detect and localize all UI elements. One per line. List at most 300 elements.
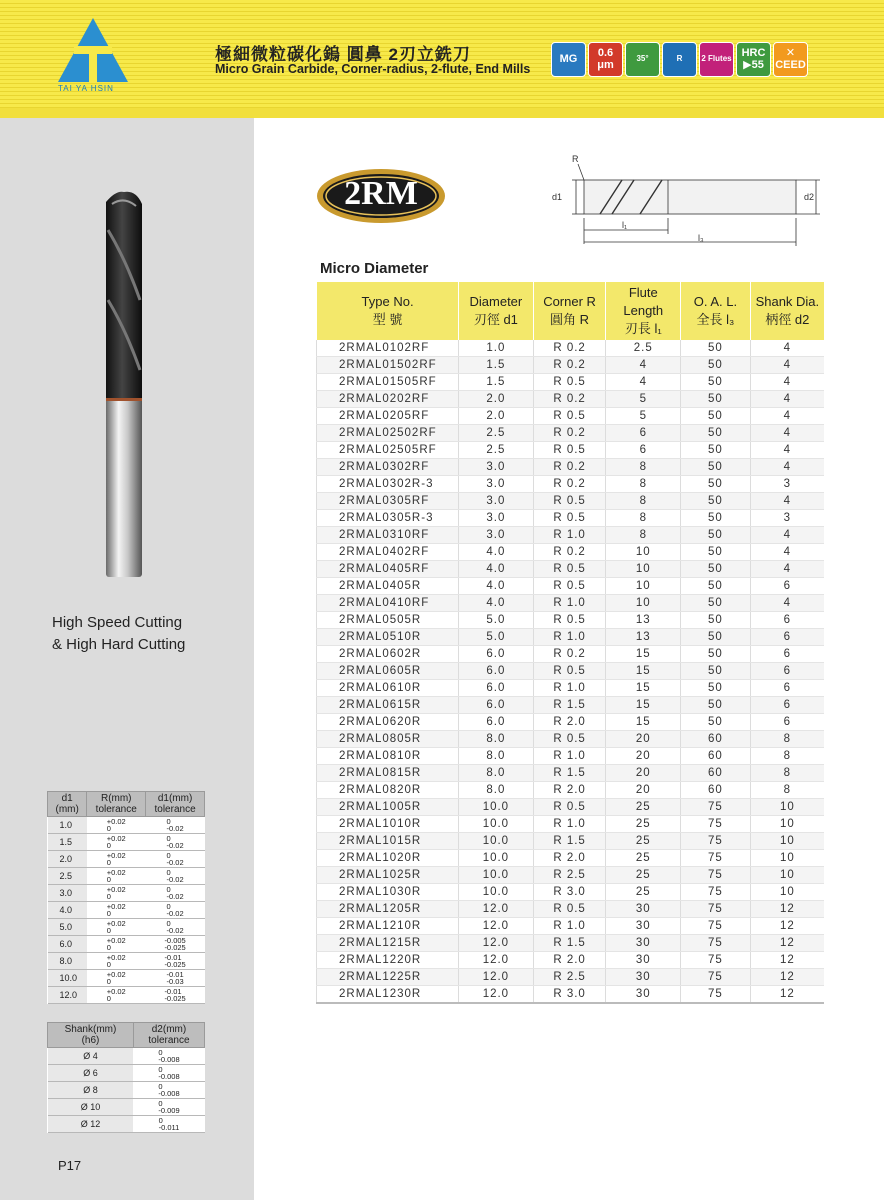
tolerance-r-value <box>107 886 126 900</box>
column-header-en: Type No. <box>361 294 414 309</box>
table-cell: 6.0 <box>459 697 534 714</box>
column-header-en: Corner R <box>543 294 596 309</box>
tolerance-d-value <box>167 920 184 934</box>
table-cell: 5 <box>606 391 681 408</box>
tolerance-r <box>87 970 146 987</box>
tolerance-r <box>87 936 146 953</box>
table-cell: 30 <box>606 952 681 969</box>
tolerance-d-upper: 0 <box>166 850 171 860</box>
tolerance-d1: 1.5 <box>48 834 87 851</box>
shank-tolerance-value <box>158 1083 179 1097</box>
table-row <box>317 765 825 782</box>
table-cell: 2RMAL0805R <box>317 731 459 748</box>
table-cell: 8 <box>606 459 681 476</box>
column-header-zh: 刃長 l₁ <box>624 321 662 336</box>
tolerance-r-upper: +0.02 <box>106 986 126 996</box>
table-cell: 15 <box>606 697 681 714</box>
table-cell: 13 <box>606 629 681 646</box>
table-cell: 2RMAL1010R <box>317 816 459 833</box>
table-cell: 25 <box>606 816 681 833</box>
table-cell: 6.0 <box>459 663 534 680</box>
table-cell: 8 <box>750 782 824 799</box>
table-cell: 8 <box>606 476 681 493</box>
table-cell: 2RMAL1025R <box>317 867 459 884</box>
table-cell: 4 <box>606 357 681 374</box>
tolerance-r-lower: 0 <box>106 908 111 918</box>
tolerance-header: d1(mm) tolerance <box>146 792 205 817</box>
table-cell: 6 <box>606 425 681 442</box>
tolerance-d-lower: -0.025 <box>164 993 186 1003</box>
table-cell: 2RMAL0510R <box>317 629 459 646</box>
shank-row <box>48 1065 205 1082</box>
table-cell: 3.0 <box>459 527 534 544</box>
table-cell: 2RMAL0610R <box>317 680 459 697</box>
table-cell: 2RMAL1230R <box>317 986 459 1004</box>
feature-badge <box>773 42 808 77</box>
tolerance-d-lower: -0.02 <box>166 823 184 833</box>
table-cell: 4 <box>750 595 824 612</box>
tolerance-row <box>48 970 205 987</box>
table-cell: 2RMAL0405RF <box>317 561 459 578</box>
table-cell: 12 <box>750 952 824 969</box>
tolerance-d-upper: 0 <box>166 816 171 826</box>
table-cell: R 0.5 <box>533 374 606 391</box>
tolerance-r-value <box>107 818 126 832</box>
tolerance-d <box>146 851 205 868</box>
table-cell: 10 <box>606 595 681 612</box>
table-cell: 2RMAL0620R <box>317 714 459 731</box>
tolerance-r-upper: +0.02 <box>106 884 126 894</box>
tolerance-r-value <box>107 852 126 866</box>
tolerance-d1: 12.0 <box>48 987 87 1004</box>
table-cell: 2RMAL01502RF <box>317 357 459 374</box>
table-cell: 4 <box>750 493 824 510</box>
table-cell: 2RMAL1210R <box>317 918 459 935</box>
table-row <box>317 986 825 1004</box>
shank-size: Ø 12 <box>48 1116 134 1133</box>
shank-header: d2(mm) tolerance <box>133 1023 204 1048</box>
specification-table <box>316 282 824 1004</box>
table-cell: 8.0 <box>459 731 534 748</box>
tolerance-row <box>48 851 205 868</box>
shank-tolerance-lower: -0.008 <box>158 1054 180 1064</box>
table-cell: 12 <box>750 918 824 935</box>
tolerance-r <box>87 851 146 868</box>
tolerance-d1: 2.0 <box>48 851 87 868</box>
table-row <box>317 748 825 765</box>
table-cell: 4 <box>606 374 681 391</box>
table-cell: 2.0 <box>459 408 534 425</box>
diagram-label-l1: l₁ <box>622 220 628 230</box>
column-header <box>533 282 606 340</box>
table-row <box>317 629 825 646</box>
tolerance-d-lower: -0.025 <box>164 942 186 952</box>
table-cell: 10 <box>750 850 824 867</box>
table-cell: R 0.2 <box>533 425 606 442</box>
table-cell: R 0.2 <box>533 391 606 408</box>
tolerance-r-value <box>107 988 126 1002</box>
table-cell: 12.0 <box>459 952 534 969</box>
tolerance-d1: 10.0 <box>48 970 87 987</box>
table-cell: 3 <box>750 510 824 527</box>
table-cell: 2RMAL1205R <box>317 901 459 918</box>
table-cell: R 2.0 <box>533 782 606 799</box>
table-cell: 3 <box>750 476 824 493</box>
table-cell: 30 <box>606 986 681 1004</box>
table-cell: 2RMAL1030R <box>317 884 459 901</box>
tolerance-d-value <box>164 954 185 968</box>
end-mill-photo <box>96 190 152 582</box>
column-header <box>317 282 459 340</box>
tolerance-row <box>48 902 205 919</box>
tolerance-d-value <box>167 869 184 883</box>
tolerance-d-upper: 0 <box>166 918 171 928</box>
table-cell: 75 <box>681 969 751 986</box>
table-cell: 6.0 <box>459 714 534 731</box>
tolerance-r-upper: +0.02 <box>106 833 126 843</box>
table-cell: R 0.2 <box>533 544 606 561</box>
table-row <box>317 340 825 357</box>
table-cell: 50 <box>681 680 751 697</box>
feature-badge <box>551 42 586 77</box>
table-cell: R 1.5 <box>533 765 606 782</box>
table-cell: 2RMAL1005R <box>317 799 459 816</box>
shank-tolerance-value <box>158 1049 179 1063</box>
table-cell: 60 <box>681 748 751 765</box>
tolerance-d1: 6.0 <box>48 936 87 953</box>
table-cell: 50 <box>681 374 751 391</box>
shank-size: Ø 10 <box>48 1099 134 1116</box>
tolerance-r-upper: +0.02 <box>106 850 126 860</box>
table-cell: R 0.2 <box>533 357 606 374</box>
column-header-en: O. A. L. <box>693 294 738 309</box>
table-cell: 15 <box>606 680 681 697</box>
feature-badge <box>625 42 660 77</box>
tolerance-r-value <box>107 903 126 917</box>
shank-size: Ø 4 <box>48 1048 134 1065</box>
column-header <box>606 282 681 340</box>
table-row <box>317 697 825 714</box>
table-cell: 10 <box>750 816 824 833</box>
table-row <box>317 935 825 952</box>
table-cell: 50 <box>681 340 751 357</box>
table-cell: 4.0 <box>459 561 534 578</box>
table-cell: 4 <box>750 527 824 544</box>
tolerance-r <box>87 987 146 1004</box>
table-cell: 2.5 <box>459 425 534 442</box>
table-cell: 2RMAL0305RF <box>317 493 459 510</box>
table-cell: R 2.0 <box>533 952 606 969</box>
tolerance-r-lower: 0 <box>106 840 111 850</box>
tolerance-r-upper: +0.02 <box>106 935 126 945</box>
table-cell: 50 <box>681 476 751 493</box>
table-cell: R 1.0 <box>533 816 606 833</box>
shank-tolerance-lower: -0.011 <box>158 1122 180 1132</box>
table-row <box>317 884 825 901</box>
table-cell: 10 <box>750 799 824 816</box>
table-row <box>317 527 825 544</box>
tolerance-row <box>48 987 205 1004</box>
tolerance-r-upper: +0.02 <box>106 918 126 928</box>
tolerance-row <box>48 953 205 970</box>
table-cell: 2RMAL0810R <box>317 748 459 765</box>
tolerance-d-lower: -0.025 <box>164 959 186 969</box>
table-cell: 2RMAL0205RF <box>317 408 459 425</box>
table-cell: 75 <box>681 901 751 918</box>
table-cell: 4 <box>750 425 824 442</box>
table-cell: 3.0 <box>459 476 534 493</box>
company-logo-icon <box>56 16 130 86</box>
tolerance-d <box>146 885 205 902</box>
shank-row <box>48 1099 205 1116</box>
tolerance-d-upper: 0 <box>166 901 171 911</box>
shank-tolerance <box>133 1082 204 1099</box>
shank-tolerance <box>133 1048 204 1065</box>
table-cell: 25 <box>606 850 681 867</box>
table-cell: R 0.5 <box>533 493 606 510</box>
table-cell: 5 <box>606 408 681 425</box>
column-header-zh: 型 號 <box>372 312 403 327</box>
table-cell: 50 <box>681 459 751 476</box>
tolerance-r-value <box>107 971 126 985</box>
badge-line-1: MG <box>559 52 578 65</box>
title-english: Micro Grain Carbide, Corner-radius, 2-flute, End Mills <box>215 62 531 76</box>
table-cell: 2RMAL0102RF <box>317 340 459 357</box>
table-cell: 75 <box>681 952 751 969</box>
tolerance-table <box>47 791 205 1004</box>
table-row <box>317 374 825 391</box>
badge-line-2: 35° <box>636 54 649 64</box>
table-cell: 8 <box>750 731 824 748</box>
tolerance-d-upper: -0.01 <box>164 952 182 962</box>
shank-row <box>48 1048 205 1065</box>
table-cell: 25 <box>606 867 681 884</box>
table-cell: R 0.2 <box>533 340 606 357</box>
tolerance-d-lower: -0.03 <box>166 976 184 986</box>
table-cell: 2RMAL0405R <box>317 578 459 595</box>
tolerance-d-upper: 0 <box>166 867 171 877</box>
tolerance-d-value <box>164 937 185 951</box>
shank-tolerance <box>133 1116 204 1133</box>
table-cell: 4.0 <box>459 578 534 595</box>
table-cell: 30 <box>606 901 681 918</box>
table-cell: 2RMAL0602R <box>317 646 459 663</box>
table-cell: 10.0 <box>459 850 534 867</box>
tolerance-d-value <box>167 818 184 832</box>
table-cell: 15 <box>606 663 681 680</box>
table-cell: 2RMAL02505RF <box>317 442 459 459</box>
tolerance-d <box>146 834 205 851</box>
tolerance-row <box>48 868 205 885</box>
column-header <box>750 282 824 340</box>
table-cell: 2RMAL0305R-3 <box>317 510 459 527</box>
tolerance-d-lower: -0.02 <box>166 840 184 850</box>
table-cell: 4.0 <box>459 544 534 561</box>
table-cell: R 0.2 <box>533 476 606 493</box>
table-row <box>317 680 825 697</box>
table-cell: R 2.5 <box>533 969 606 986</box>
tool-dimension-diagram <box>540 152 840 252</box>
table-cell: 10 <box>606 578 681 595</box>
header-band <box>0 108 884 118</box>
table-cell: 75 <box>681 867 751 884</box>
column-header-zh: 圓角 R <box>550 312 590 327</box>
tolerance-d-lower: -0.02 <box>166 925 184 935</box>
table-cell: R 0.5 <box>533 612 606 629</box>
table-cell: 12 <box>750 969 824 986</box>
shank-row <box>48 1082 205 1099</box>
table-cell: 8.0 <box>459 748 534 765</box>
tolerance-d-value <box>167 903 184 917</box>
table-cell: 2RMAL0310RF <box>317 527 459 544</box>
tolerance-r-lower: 0 <box>106 925 111 935</box>
tolerance-r-lower: 0 <box>106 976 111 986</box>
table-cell: 2RMAL0410RF <box>317 595 459 612</box>
feature-badge <box>662 42 697 77</box>
table-cell: 50 <box>681 697 751 714</box>
tolerance-row <box>48 834 205 851</box>
table-cell: 5.0 <box>459 612 534 629</box>
table-cell: R 2.0 <box>533 714 606 731</box>
table-cell: 4 <box>750 442 824 459</box>
badge-line-2: CEED <box>775 58 806 71</box>
table-cell: 6 <box>750 646 824 663</box>
shank-tolerance-upper: 0 <box>158 1064 163 1074</box>
table-row <box>317 782 825 799</box>
tolerance-d1: 8.0 <box>48 953 87 970</box>
table-cell: 6 <box>750 714 824 731</box>
table-cell: 50 <box>681 646 751 663</box>
table-cell: 50 <box>681 425 751 442</box>
diagram-label-l3: l₃ <box>698 233 704 243</box>
page-header <box>0 0 884 118</box>
table-cell: 30 <box>606 935 681 952</box>
table-cell: 2RMAL0505R <box>317 612 459 629</box>
table-cell: 75 <box>681 850 751 867</box>
table-cell: 2RMAL0302R-3 <box>317 476 459 493</box>
table-row <box>317 646 825 663</box>
table-cell: 2RMAL0820R <box>317 782 459 799</box>
table-row <box>317 561 825 578</box>
table-cell: 10 <box>606 544 681 561</box>
table-cell: 10 <box>606 561 681 578</box>
tolerance-r-lower: 0 <box>106 857 111 867</box>
table-cell: R 0.5 <box>533 578 606 595</box>
table-cell: 6.0 <box>459 646 534 663</box>
table-cell: 8.0 <box>459 782 534 799</box>
table-cell: 50 <box>681 527 751 544</box>
tagline-line-1: High Speed Cutting <box>52 614 183 631</box>
table-cell: R 1.0 <box>533 527 606 544</box>
table-cell: R 0.2 <box>533 459 606 476</box>
table-cell: 4 <box>750 544 824 561</box>
tolerance-d1: 5.0 <box>48 919 87 936</box>
table-cell: 6 <box>750 680 824 697</box>
table-cell: 3.0 <box>459 510 534 527</box>
table-cell: 4 <box>750 357 824 374</box>
table-row <box>317 544 825 561</box>
table-cell: 8 <box>606 527 681 544</box>
shank-tolerance-value <box>159 1117 180 1131</box>
table-cell: R 1.0 <box>533 629 606 646</box>
column-header <box>681 282 751 340</box>
table-cell: 2RMAL0815R <box>317 765 459 782</box>
shank-tolerance-upper: 0 <box>158 1047 163 1057</box>
tolerance-d-upper: -0.005 <box>164 935 186 945</box>
table-row <box>317 459 825 476</box>
shank-tolerance-table <box>47 1022 205 1133</box>
table-row <box>317 714 825 731</box>
table-cell: R 1.0 <box>533 680 606 697</box>
shank-tolerance-lower: -0.008 <box>158 1088 180 1098</box>
diagram-label-d1: d1 <box>552 192 563 202</box>
table-cell: R 1.5 <box>533 697 606 714</box>
tolerance-r <box>87 834 146 851</box>
table-row <box>317 901 825 918</box>
table-cell: 10.0 <box>459 799 534 816</box>
shank-tolerance-upper: 0 <box>158 1081 163 1091</box>
badge-line-1: 0.6 <box>597 46 614 59</box>
feature-badge <box>736 42 771 77</box>
table-cell: 30 <box>606 969 681 986</box>
tolerance-r <box>87 885 146 902</box>
tolerance-row <box>48 919 205 936</box>
table-cell: 30 <box>606 918 681 935</box>
brand-label: 2RM <box>344 175 418 212</box>
tolerance-d1: 1.0 <box>48 817 87 834</box>
table-row <box>317 731 825 748</box>
table-row <box>317 578 825 595</box>
tolerance-d1: 3.0 <box>48 885 87 902</box>
tolerance-r-value <box>107 954 126 968</box>
tolerance-r-lower: 0 <box>106 993 111 1003</box>
table-cell: 75 <box>681 816 751 833</box>
tolerance-row <box>48 885 205 902</box>
table-cell: 60 <box>681 782 751 799</box>
table-row <box>317 850 825 867</box>
table-cell: 4 <box>750 561 824 578</box>
table-cell: 12.0 <box>459 986 534 1004</box>
table-cell: R 1.0 <box>533 748 606 765</box>
table-cell: 1.5 <box>459 374 534 391</box>
table-cell: 2RMAL1020R <box>317 850 459 867</box>
page-number: P17 <box>58 1158 82 1173</box>
table-cell: R 0.5 <box>533 510 606 527</box>
table-cell: 6 <box>750 612 824 629</box>
tolerance-r <box>87 817 146 834</box>
table-cell: R 1.5 <box>533 833 606 850</box>
table-cell: R 0.5 <box>533 731 606 748</box>
table-cell: 50 <box>681 561 751 578</box>
tolerance-row <box>48 936 205 953</box>
table-cell: 20 <box>606 782 681 799</box>
table-cell: 2.5 <box>606 340 681 357</box>
table-row <box>317 595 825 612</box>
tolerance-r-upper: +0.02 <box>106 867 126 877</box>
table-cell: 4 <box>750 408 824 425</box>
table-cell: 10.0 <box>459 816 534 833</box>
table-cell: 1.0 <box>459 340 534 357</box>
column-header-en: Flute Length <box>623 285 664 318</box>
column-header-en: Diameter <box>469 294 523 309</box>
shank-tolerance-upper: 0 <box>158 1098 163 1108</box>
table-cell: 60 <box>681 765 751 782</box>
tolerance-d-value <box>164 988 185 1002</box>
tolerance-r-upper: +0.02 <box>106 901 126 911</box>
badge-line-2: ▶55 <box>743 58 764 71</box>
table-cell: 6 <box>750 629 824 646</box>
tolerance-d-value <box>167 971 184 985</box>
